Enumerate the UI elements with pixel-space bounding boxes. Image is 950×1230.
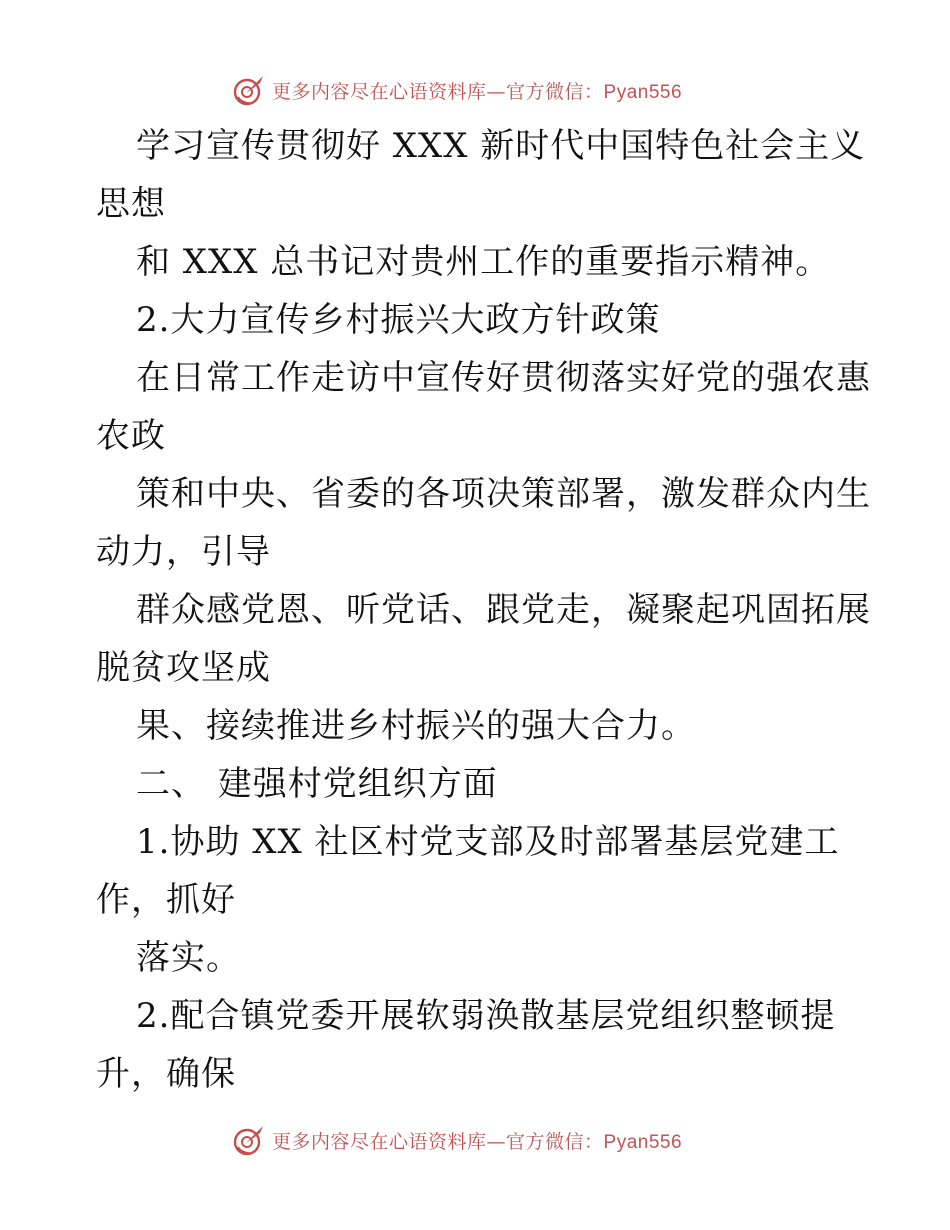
text-line: 作，抓好: [96, 880, 236, 920]
watermark-prefix: 更多内容尽在心语资料库: [272, 80, 487, 103]
watermark-dash: —: [486, 1130, 507, 1153]
text-line: 2.大力宣传乡村振兴大政方针政策: [136, 300, 661, 340]
text-line: 思想: [96, 184, 166, 224]
watermark-wechat-id: Pyan556: [603, 1131, 683, 1153]
quill-pen-seal-icon: [232, 73, 266, 107]
text-line: 果、接续推进乡村振兴的强大合力。: [136, 706, 696, 746]
text-line: 策和中央、省委的各项决策部署，激发群众内生: [136, 474, 871, 514]
quill-pen-seal-icon: [232, 1123, 266, 1157]
watermark-text: [272, 77, 682, 104]
text-line: 群众感党恩、听党话、跟党走，凝聚起巩固拓展: [136, 590, 871, 630]
watermark-prefix: 更多内容尽在心语资料库: [272, 1130, 487, 1153]
text-line: 学习宣传贯彻好 XXX 新时代中国特色社会主义: [136, 126, 866, 166]
text-line: 和 XXX 总书记对贵州工作的重要指示精神。: [136, 242, 831, 282]
text-line: 1.协助 XX 社区村党支部及时部署基层党建工: [136, 822, 840, 862]
watermark-wechat-label: 官方微信：: [506, 80, 604, 103]
watermark-banner-bottom: [232, 1122, 712, 1158]
text-line: 落实。: [136, 938, 241, 978]
text-line: 2.配合镇党委开展软弱涣散基层党组织整顿提: [136, 996, 836, 1036]
watermark-banner-top: [232, 72, 712, 108]
section-heading: 二、 建强村党组织方面: [136, 764, 498, 804]
text-line: 在日常工作走访中宣传好贯彻落实好党的强农惠: [136, 358, 871, 398]
document-body: [96, 117, 871, 1103]
watermark-wechat-id: Pyan556: [603, 81, 683, 103]
watermark-dash: —: [486, 80, 507, 103]
text-line: 动力，引导: [96, 532, 271, 572]
text-line: 农政: [96, 416, 166, 456]
text-line: 升，确保: [96, 1054, 236, 1094]
watermark-wechat-label: 官方微信：: [506, 1130, 604, 1153]
text-line: 脱贫攻坚成: [96, 648, 271, 688]
watermark-text: [272, 1127, 682, 1154]
